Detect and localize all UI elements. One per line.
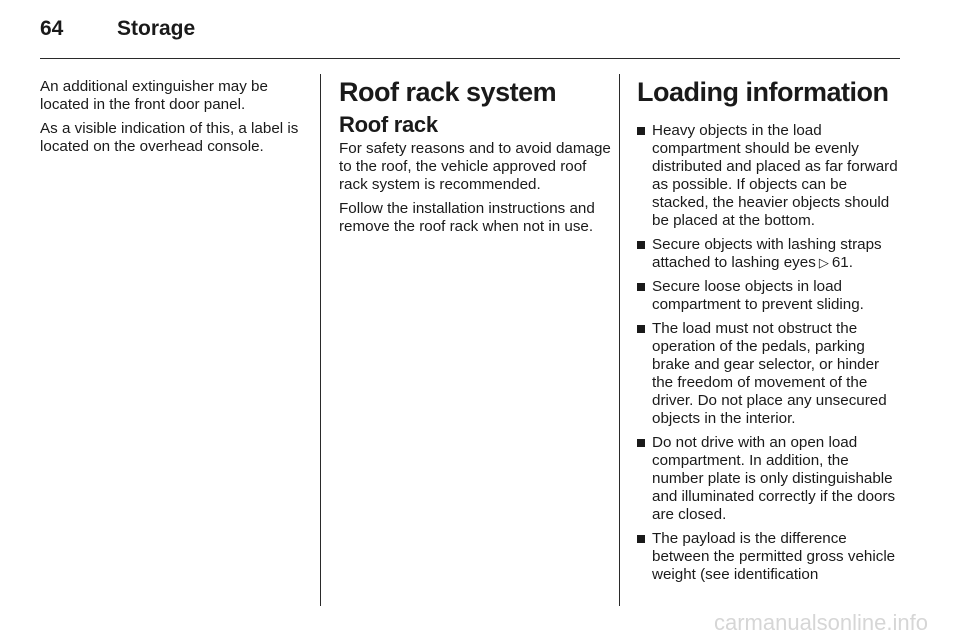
paragraph: As a visible indication of this, a label is located on the overhead console. — [40, 120, 299, 155]
list-item — [637, 278, 903, 314]
watermark: carmanualsonline.info — [713, 610, 928, 635]
bullet-list — [637, 122, 903, 584]
column-loading-information — [637, 78, 903, 590]
page-reference-icon: ▷ — [818, 255, 829, 270]
list-item-text: Secure objects with lashing straps attached to lashing eyes — [652, 236, 882, 271]
page-number: 64 — [40, 17, 64, 40]
list-item-text: Heavy objects in the load compartment should be evenly distributed and placed as far forward as possible. If objects can be stacked, the heavier objects should be placed at the bottom. — [652, 122, 898, 229]
paragraph: For safety reasons and to avoid damage to the roof, the vehicle approved roof rack system is recommended. — [339, 140, 611, 193]
column-divider-left — [320, 74, 321, 606]
list-item-text: The payload is the difference between the permitted gross vehicle weight (see identification — [652, 530, 896, 583]
paragraph: Follow the installation instructions and remove the roof rack when not in use. — [339, 200, 595, 235]
page-reference: 61. — [831, 254, 853, 271]
list-item-text: Do not drive with an open load compartment. In addition, the number plate is only distinguishable and illuminated correctly if the doors are closed. — [652, 434, 896, 523]
list-item-text: Secure loose objects in load compartment to prevent sliding. — [652, 278, 864, 313]
list-item-text: The load must not obstruct the operation of the pedals, parking brake and gear selector, or hinder the freedom of movement of the driver. Do not place any unsecured objects in the interior. — [652, 320, 887, 427]
section-title: Storage — [117, 17, 196, 40]
square-bullet-icon — [637, 127, 645, 135]
list-item — [637, 236, 903, 272]
heading-roof-rack-system: Roof rack system — [339, 77, 557, 107]
column-extinguisher — [40, 78, 310, 162]
square-bullet-icon — [637, 241, 645, 249]
square-bullet-icon — [637, 439, 645, 447]
square-bullet-icon — [637, 283, 645, 291]
heading-loading-information: Loading information — [637, 77, 889, 107]
list-item — [637, 530, 903, 584]
subheading-roof-rack: Roof rack — [339, 112, 438, 137]
list-item — [637, 320, 903, 428]
column-divider-right — [619, 74, 620, 606]
list-item — [637, 434, 903, 524]
square-bullet-icon — [637, 535, 645, 543]
paragraph: An additional extinguisher may be located in the front door panel. — [40, 78, 268, 113]
square-bullet-icon — [637, 325, 645, 333]
header-rule — [40, 58, 900, 59]
column-roof-rack — [339, 78, 611, 242]
list-item — [637, 122, 903, 230]
